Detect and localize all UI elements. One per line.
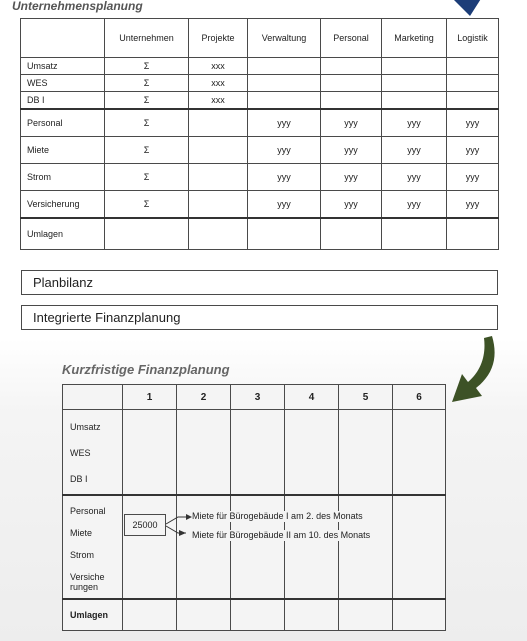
- table-cell: yyy: [382, 137, 447, 164]
- table-cell: [447, 58, 499, 75]
- table-row: [21, 218, 499, 250]
- upper-title: Unternehmensplanung: [12, 0, 143, 13]
- table-cell: [382, 92, 447, 110]
- header-empty: [63, 385, 123, 410]
- header-period-6: 6: [393, 385, 446, 410]
- table-cell: [177, 599, 231, 631]
- table-cell: xxx: [189, 58, 248, 75]
- header-period-5: 5: [339, 385, 393, 410]
- table-cell: [285, 410, 339, 496]
- header-empty: [21, 19, 105, 58]
- table-cell: yyy: [321, 191, 382, 219]
- table-cell: Σ: [105, 92, 189, 110]
- row-label-db1: DB I: [70, 474, 88, 484]
- table-row: [21, 58, 499, 75]
- table-cell: [248, 58, 321, 75]
- table-cell: [248, 92, 321, 110]
- table-cell: yyy: [321, 109, 382, 137]
- table-cell: yyy: [447, 109, 499, 137]
- table-cell: [382, 218, 447, 250]
- table-cell: [321, 92, 382, 110]
- table-cell: [447, 218, 499, 250]
- planbilanz-box: Planbilanz: [21, 270, 498, 295]
- table-cell: [189, 137, 248, 164]
- row-label-umlagen: Umlagen: [63, 599, 123, 631]
- table-row: [63, 599, 446, 631]
- table-cell: yyy: [248, 164, 321, 191]
- table-cell: yyy: [382, 164, 447, 191]
- table-cell: yyy: [447, 191, 499, 219]
- header-period-2: 2: [177, 385, 231, 410]
- unternehmensplanung-table: [20, 18, 499, 250]
- table-cell: [339, 599, 393, 631]
- table-cell: yyy: [248, 109, 321, 137]
- table-cell: yyy: [248, 137, 321, 164]
- table-cell: yyy: [382, 109, 447, 137]
- table-cell: [248, 75, 321, 92]
- row-label: Umsatz: [21, 58, 105, 75]
- table-cell: [177, 410, 231, 496]
- table-row: [21, 109, 499, 137]
- table-cell: Σ: [105, 191, 189, 219]
- header-unternehmen: Unternehmen: [105, 19, 189, 58]
- table-cell: [123, 410, 177, 496]
- row-label: WES: [21, 75, 105, 92]
- table-cell: Σ: [105, 164, 189, 191]
- corner-arrow-icon: [440, 0, 500, 18]
- note-buero-2: Miete für Bürogebäude II am 10. des Monats: [192, 530, 371, 540]
- row-label-miete: Miete: [70, 528, 93, 538]
- row-label-versicherungen: Versiche rungen: [70, 572, 105, 592]
- table-cell: [382, 75, 447, 92]
- header-period-3: 3: [231, 385, 285, 410]
- table-cell: xxx: [189, 75, 248, 92]
- table-cell: [123, 599, 177, 631]
- row-label: DB I: [21, 92, 105, 110]
- table-cell: [189, 164, 248, 191]
- header-marketing: Marketing: [382, 19, 447, 58]
- kurzfristige-finanzplanung-table: [62, 384, 446, 631]
- header-logistik: Logistik: [447, 19, 499, 58]
- table-row: [21, 164, 499, 191]
- table-cell: yyy: [447, 137, 499, 164]
- table-cell: [248, 218, 321, 250]
- table-cell: [339, 410, 393, 496]
- table-row: [63, 410, 446, 496]
- table-cell: Σ: [105, 58, 189, 75]
- table-cell: [189, 109, 248, 137]
- row-labels-group-2: [63, 495, 123, 599]
- table-row: [21, 92, 499, 110]
- table-row: [21, 137, 499, 164]
- table-cell: Σ: [105, 75, 189, 92]
- table-cell: [393, 495, 446, 599]
- row-label: Miete: [21, 137, 105, 164]
- row-label: Versicherung: [21, 191, 105, 219]
- table-row: [21, 191, 499, 219]
- table-cell: [321, 218, 382, 250]
- table-cell: [447, 75, 499, 92]
- table-cell: yyy: [321, 164, 382, 191]
- table-cell: xxx: [189, 92, 248, 110]
- header-period-4: 4: [285, 385, 339, 410]
- row-label-umsatz: Umsatz: [70, 422, 101, 432]
- integrierte-finanzplanung-box: Integrierte Finanzplanung: [21, 305, 498, 330]
- table-cell: [105, 218, 189, 250]
- table-cell: [321, 58, 382, 75]
- row-labels-group-1: [63, 410, 123, 496]
- header-verwaltung: Verwaltung: [248, 19, 321, 58]
- table-row: [21, 75, 499, 92]
- header-period-1: 1: [123, 385, 177, 410]
- lower-title: Kurzfristige Finanzplanung: [62, 362, 230, 377]
- table-cell: [231, 599, 285, 631]
- miete-value-box: 25000: [124, 514, 166, 536]
- table-cell: Σ: [105, 109, 189, 137]
- table-cell: [393, 599, 446, 631]
- row-label: Umlagen: [21, 218, 105, 250]
- row-label-wes: WES: [70, 448, 91, 458]
- table-cell: [321, 75, 382, 92]
- header-projekte: Projekte: [189, 19, 248, 58]
- table-cell: [189, 191, 248, 219]
- row-label-strom: Strom: [70, 550, 95, 560]
- table-cell: yyy: [321, 137, 382, 164]
- note-buero-1: Miete für Bürogebäude I am 2. des Monats: [192, 511, 363, 521]
- table-cell: yyy: [248, 191, 321, 219]
- curved-arrow-icon: [448, 330, 508, 412]
- table-cell: [189, 218, 248, 250]
- row-label: Personal: [21, 109, 105, 137]
- table-cell: [285, 599, 339, 631]
- row-label-personal: Personal: [70, 506, 106, 516]
- table-cell: Σ: [105, 137, 189, 164]
- table-cell: [123, 495, 177, 599]
- row-label: Strom: [21, 164, 105, 191]
- table-cell: [231, 410, 285, 496]
- table-cell: [382, 58, 447, 75]
- table-cell: yyy: [382, 191, 447, 219]
- table-cell: [393, 410, 446, 496]
- header-personal: Personal: [321, 19, 382, 58]
- table-cell: yyy: [447, 164, 499, 191]
- table-cell: [447, 92, 499, 110]
